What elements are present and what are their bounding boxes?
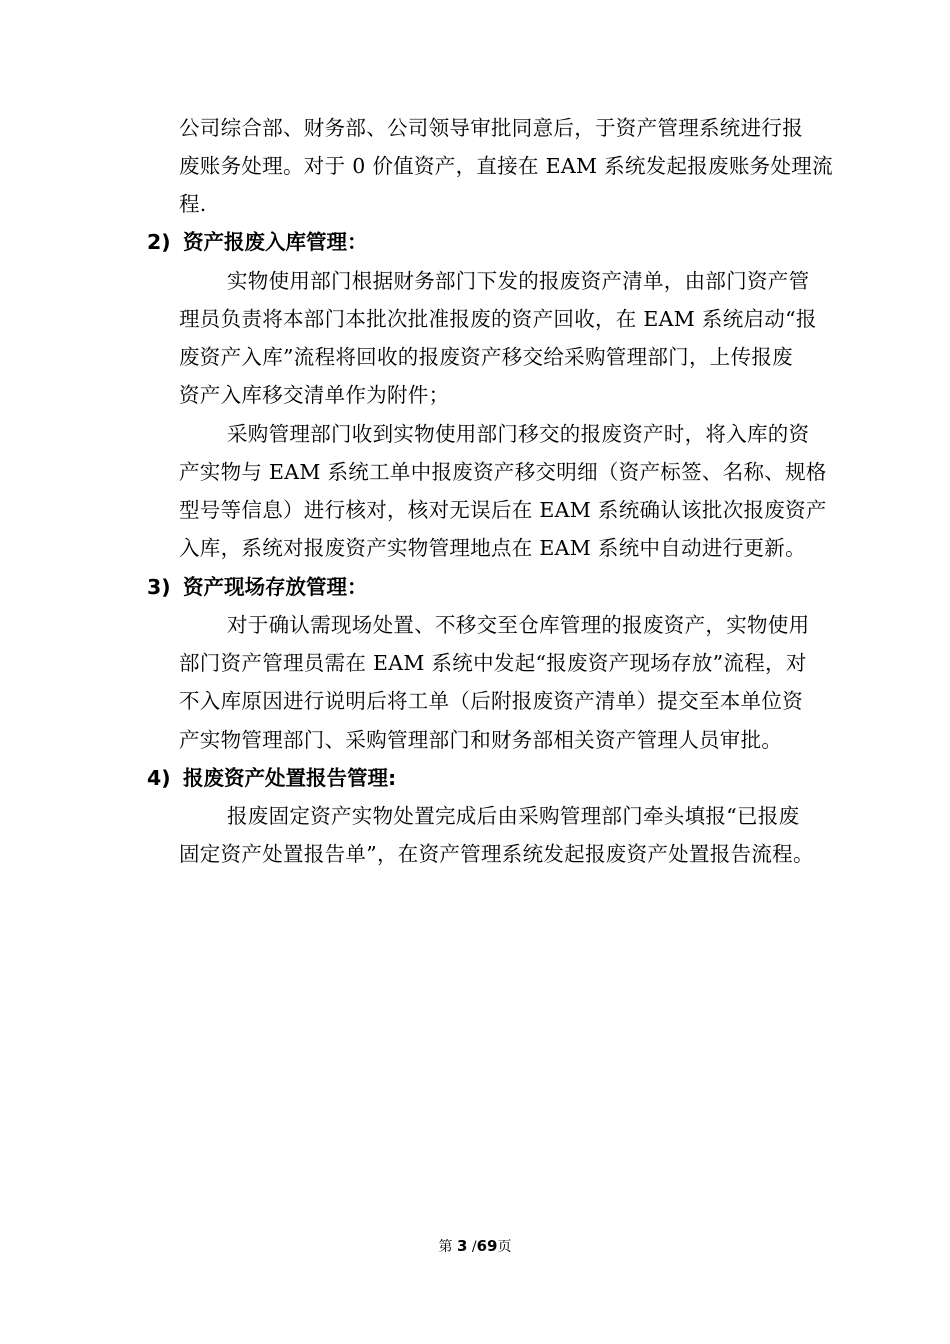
section-2-line-2: 理员负责将本部门本批次批准报废的资产回收，在 EAM 系统启动“报 (179, 307, 817, 331)
footer-page-number: 3 (456, 1237, 468, 1255)
section-heading-4 (147, 766, 396, 790)
section-4-line-1: 报废固定资产实物处置完成后由采购管理部门牵头填报“已报废 (227, 804, 800, 828)
section-title: 报废资产处置报告管理: (183, 766, 397, 790)
section-2-line-4: 资产入库移交清单作为附件； (179, 383, 450, 407)
section-4-line-2: 固定资产处置报告单”，在资产管理系统发起报废资产处置报告流程。 (179, 842, 814, 866)
section-2-line-6: 产实物与 EAM 系统工单中报废资产移交明细（资产标签、名称、规格 (179, 460, 827, 484)
section-title: 资产现场存放管理： (183, 575, 368, 599)
section-heading-2 (147, 230, 368, 254)
section-2-line-7: 型号等信息）进行核对，核对无误后在 EAM 系统确认该批次报废资产 (179, 498, 827, 522)
section-number: 3) (147, 575, 171, 599)
footer-prefix: 第 (438, 1239, 453, 1255)
section-3-line-3: 不入库原因进行说明后将工单（后附报废资产清单）提交至本单位资 (179, 689, 803, 713)
page-footer (0, 1237, 950, 1256)
footer-suffix: 页 (497, 1239, 512, 1255)
intro-line-1: 公司综合部、财务部、公司领导审批同意后，于资产管理系统进行报 (179, 116, 803, 140)
section-heading-3 (147, 575, 368, 599)
section-2-line-8: 入库，系统对报废资产实物管理地点在 EAM 系统中自动进行更新。 (179, 536, 806, 560)
section-3-line-2: 部门资产管理员需在 EAM 系统中发起“报废资产现场存放”流程，对 (179, 651, 807, 675)
section-2-line-1: 实物使用部门根据财务部门下发的报废资产清单，由部门资产管 (227, 269, 810, 293)
section-2-line-3: 废资产入库”流程将回收的报废资产移交给采购管理部门，上传报废 (179, 345, 793, 369)
section-number: 4) (147, 766, 171, 790)
intro-line-2: 废账务处理。对于 0 价值资产，直接在 EAM 系统发起报废账务处理流 (179, 154, 833, 178)
intro-line-3: 程. (179, 192, 207, 216)
section-number: 2) (147, 230, 171, 254)
footer-total-pages: 69 (476, 1237, 498, 1255)
section-3-line-1: 对于确认需现场处置、不移交至仓库管理的报废资产，实物使用 (227, 613, 810, 637)
section-3-line-4: 产实物管理部门、采购管理部门和财务部相关资产管理人员审批。 (179, 728, 783, 752)
section-2-line-5: 采购管理部门收到实物使用部门移交的报废资产时，将入库的资 (227, 422, 810, 446)
footer-separator: / (471, 1239, 477, 1255)
section-title: 资产报废入库管理： (183, 230, 368, 254)
